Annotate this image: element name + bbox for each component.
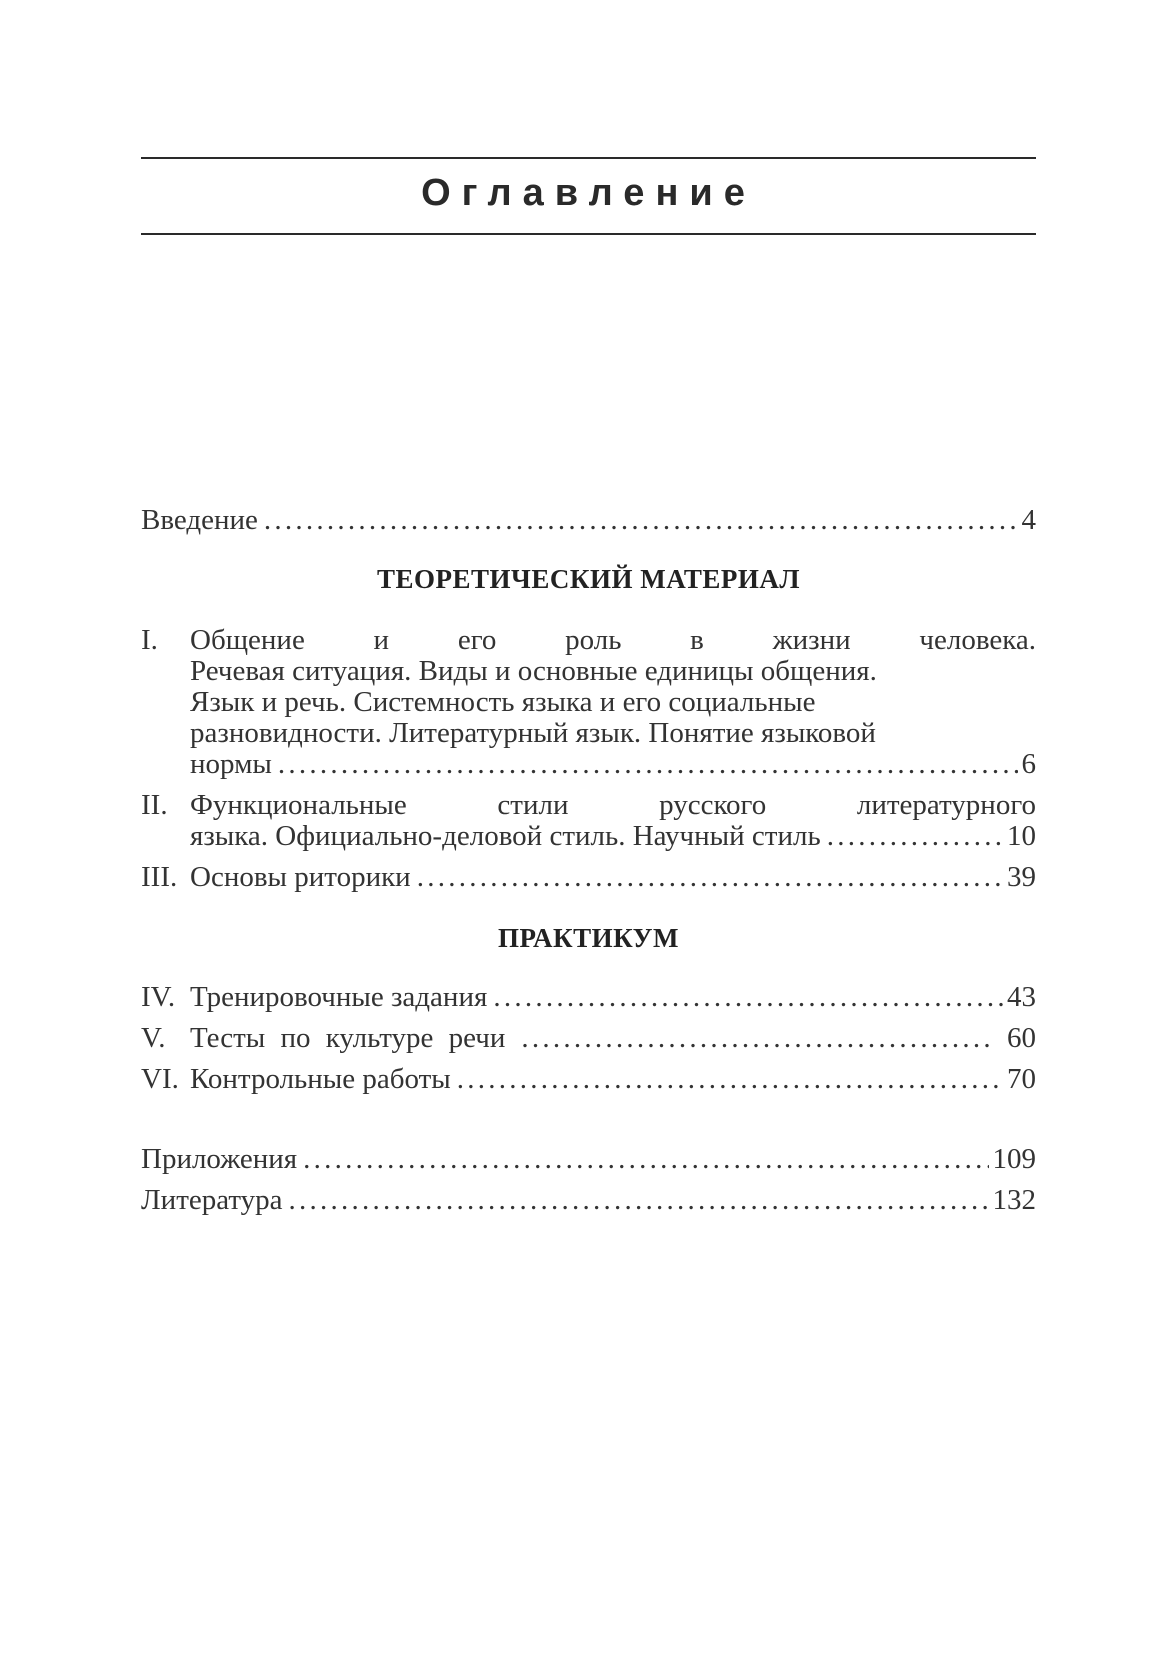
toc-page-number: 60 <box>1007 1022 1036 1054</box>
dot-leader <box>417 862 1003 893</box>
section-heading-theory: ТЕОРЕТИЧЕСКИЙ МАТЕРИАЛ <box>377 564 800 594</box>
toc-page-number: 6 <box>1021 748 1036 780</box>
toc-entry-label: Контрольные работы <box>190 1063 451 1095</box>
toc-entry-label: Введение <box>141 504 258 536</box>
toc-page-number: 70 <box>1007 1063 1036 1095</box>
chapter-line: Функциональные стили русского литературного <box>190 789 1036 821</box>
toc-entry-chapter-2[interactable] <box>141 790 1036 852</box>
chapter-number: VI. <box>141 1063 179 1095</box>
dot-leader <box>303 1144 988 1175</box>
chapter-number: III. <box>141 861 178 893</box>
chapter-line: Речевая ситуация. Виды и основные единицы общения. <box>190 655 877 687</box>
dot-leader <box>521 1023 993 1054</box>
toc-entry-label: Литература <box>141 1184 283 1216</box>
toc-page-number: 39 <box>1007 861 1036 893</box>
chapter-number: I. <box>141 624 158 656</box>
toc-entry-label: Приложения <box>141 1143 298 1175</box>
toc-entry-chapter-3[interactable] <box>141 862 1036 893</box>
dot-leader <box>457 1064 1003 1095</box>
dot-leader <box>278 749 1018 780</box>
page-title: Оглавление <box>421 172 756 214</box>
chapter-line-last: языка. Официально-деловой стиль. Научный стиль <box>190 820 821 852</box>
toc-entry-appendix[interactable] <box>141 1144 1036 1175</box>
dot-leader <box>827 821 1003 852</box>
toc-entry-intro[interactable] <box>141 505 1036 536</box>
chapter-line: Язык и речь. Системность языка и его социальные <box>190 686 816 718</box>
title-rule-top <box>141 157 1036 159</box>
toc-entry-chapter-4[interactable] <box>141 982 1036 1013</box>
toc-page-number: 132 <box>992 1184 1036 1216</box>
toc-entry-label: Тесты по культуре речи <box>190 1022 506 1054</box>
chapter-line: разновидности. Литературный язык. Понятие языковой <box>190 717 876 749</box>
toc-page-number: 4 <box>1021 504 1036 536</box>
toc-entry-literature[interactable] <box>141 1185 1036 1216</box>
table-of-contents <box>141 505 1036 1216</box>
chapter-number: IV. <box>141 981 176 1013</box>
toc-page-number: 10 <box>1007 820 1036 852</box>
toc-entry-label: Тренировочные задания <box>190 981 488 1013</box>
chapter-line: Общение и его роль в жизни человека. <box>190 624 1036 656</box>
toc-page-number: 109 <box>992 1143 1036 1175</box>
toc-entry-label: Основы риторики <box>190 861 411 893</box>
toc-page-number: 43 <box>1007 981 1036 1013</box>
chapter-number: II. <box>141 789 168 821</box>
toc-entry-chapter-5[interactable] <box>141 1023 1036 1054</box>
dot-leader <box>289 1185 989 1216</box>
dot-leader <box>493 982 1003 1013</box>
toc-entry-chapter-6[interactable] <box>141 1064 1036 1095</box>
chapter-line-last: нормы <box>190 748 272 780</box>
chapter-number: V. <box>141 1022 166 1054</box>
title-rule-bottom <box>141 233 1036 235</box>
section-heading-practice: ПРАКТИКУМ <box>498 923 679 953</box>
dot-leader <box>264 505 1018 536</box>
toc-entry-chapter-1[interactable] <box>141 625 1036 780</box>
